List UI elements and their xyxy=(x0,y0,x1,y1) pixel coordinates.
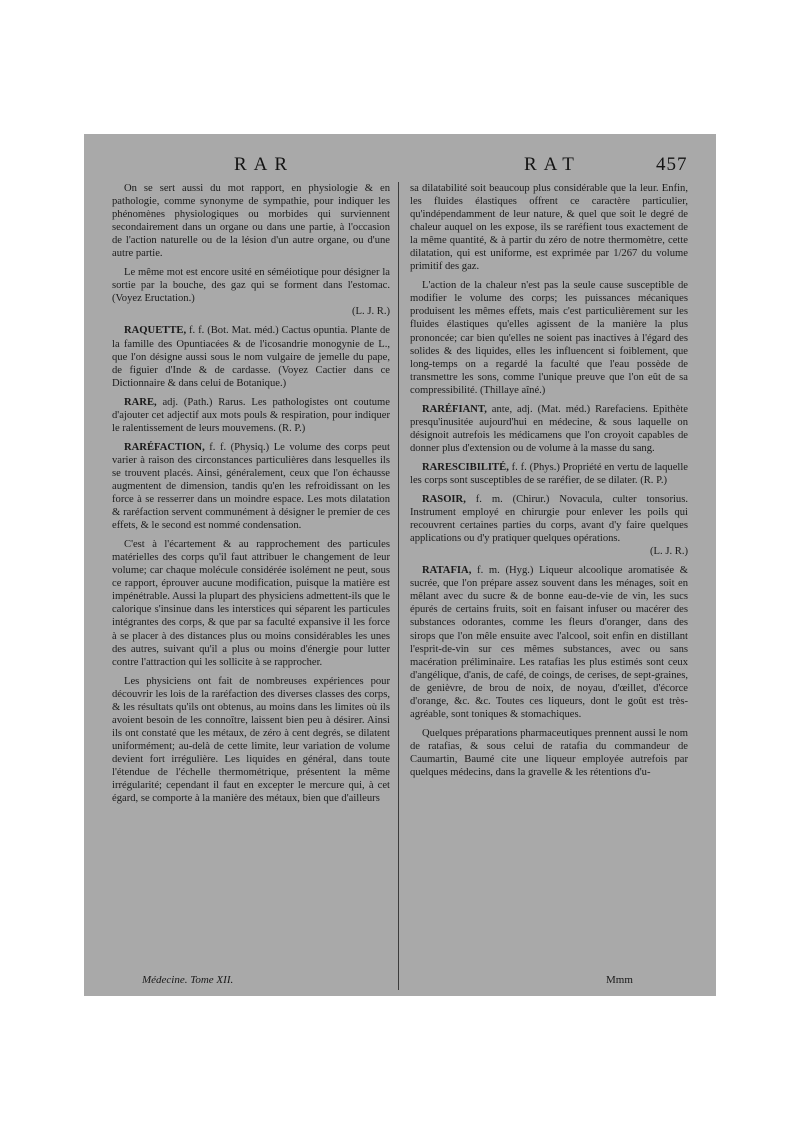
left-column xyxy=(112,182,390,811)
running-head-center: RAT xyxy=(524,154,581,175)
paragraph xyxy=(112,324,390,389)
paragraph-text: adj. (Path.) Rarus. Les pathologistes ont coutume d'ajouter cet adjectif aux mots pouls & respiration, pour indiquer le ralentissement de leurs mouvemens. (R. P.) xyxy=(112,396,390,434)
paragraph xyxy=(410,403,688,455)
paragraph-text: C'est à l'écartement & au rapprochement des particules matérielles des corps qu'il faut attribuer le changement de leur volume; car chaque molécule considérée isolément ne peut, sous ce rapport, éprouver aucune modification, puisque la matière est impénétrable. Aussi la plupart des physiciens admettent-ils que le calorique s'insinue dans les interstices qui séparent les particules intégrantes des corps, & que par sa faculté expansive il les force à se placer à des distances plus ou moins considérables les unes des autres, suivant qu'il a plus ou moins d'énergie pour lutter contre l'attraction qui les sollicite à se rapprocher. xyxy=(112,539,390,668)
paragraph-text: ante, adj. (Mat. méd.) Rarefaciens. Epithète presqu'inusitée aujourd'hui en médecine, & sous laquelle on désignoit autrefois les médicamens que l'on croyoit capables de donner plus d'extension ou de volume à la masse du sang. xyxy=(410,403,688,454)
column-divider xyxy=(398,182,399,990)
headword: RARESCIBILITÉ, xyxy=(422,461,509,473)
paragraph xyxy=(410,727,688,779)
paragraph xyxy=(112,182,390,260)
headword: RARÉFACTION, xyxy=(124,441,205,453)
paragraph xyxy=(112,266,390,305)
paragraph-text: Les physiciens ont fait de nombreuses expériences pour découvrir les lois de la raréfaction des diverses classes des corps, & les résultats qu'ils ont obtenus, au moins dans les limites où ils avoient besoin de les connoître, laissent bien peu à désirer. Ainsi ils ont constaté que les métaux, de zéro à cent degrés, se dilatent uniformément; au-delà de cette limite, leur variation de volume devient fort irrégulière. Les liquides en général, dans toute l'étendue de l'échelle thermométrique, présentent la même irrégularité; cependant il faut en excepter le mercure qui, à cet égard, se comporte à la manière des métaux, bien que d'ailleurs xyxy=(112,675,390,805)
paragraph-text: f. m. (Chirur.) Novacula, culter tonsorius. Instrument employé en chirurgie pour enlever les poils qui recouvrent certaines parties du corps, avant d'y faire quelques applications ou d'y pratiquer quelques opérations. xyxy=(410,494,688,545)
paragraph xyxy=(112,396,390,435)
paragraph-text: Quelques préparations pharmaceutiques prennent aussi le nom de ratafias, & sous celui de ratafia du commandeur de Caumartin, Baumé cite une liqueur employée autrefois par quelques médecins, dans la gravelle & les rétentions d'u- xyxy=(410,727,688,778)
paragraph-text: f. f. (Bot. Mat. méd.) Cactus opuntia. Plante de la famille des Opuntiacées & de l'icosandrie monogynie de L., que l'on désigne aussi sous le nom vulgaire de jemelle du pape, de figuier d'Inde & de cardasse. (Voyez Cactier dans ce Dictionnaire & dans celui de Botanique.) xyxy=(112,325,391,389)
paragraph xyxy=(410,493,688,545)
paragraph-text: f. f. (Phys.) Propriété en vertu de laquelle les corps sont susceptibles de se raréfier, de se dilater. (R. P.) xyxy=(410,461,688,486)
footer-volume: Médecine. Tome XII. xyxy=(142,974,234,986)
headword: RASOIR, xyxy=(422,494,466,506)
paragraph-text: On se sert aussi du mot rapport, en physiologie & en pathologie, comme synonyme de sympathie, pour indiquer les phénomènes physiologiques ou morbides qui surviennent secondairement dans un organe ou dans une partie, à l'occasion de l'action naturelle ou de la lésion d'un autre organe, ou d'une autre partie. xyxy=(112,183,390,260)
right-column xyxy=(410,182,688,785)
paragraph xyxy=(112,441,390,532)
paragraph-text: f. m. (Hyg.) Liqueur alcoolique aromatisée & sucrée, que l'on prépare assez souvent dans les ménages, soit en mêlant avec du sucre & de bonne eau-de-vie de vin, les sucs épurés de certains fruits, soit en faisant infuser ou macérer des substances odorantes, comme les fleurs d'oranger, dans des sirops que l'on mêle ensuite avec l'alcool, soit enfin en distillant l'esprit-de-vin sur ces mêmes substances, avec ou sans macération préliminaire. Les ratafias les plus estimés sont ceux d'angélique, d'anis, de café, de coings, de cerises, de sept-graines, de genièvre, de brou de noix, de noyau, d'œillet, d'écorce d'orange, &c. &c. Toutes ces liqueurs, dont le goût est très-agréable, sont toniques & stomachiques. xyxy=(410,565,688,720)
footer-signature-mark: Mmm xyxy=(606,974,633,986)
scanned-page xyxy=(84,134,716,996)
paragraph xyxy=(112,675,390,805)
paragraph xyxy=(410,461,688,487)
page-number: 457 xyxy=(656,154,688,175)
paragraph xyxy=(410,279,688,396)
headword: RARE, xyxy=(124,396,157,408)
headword: RARÉFIANT, xyxy=(422,403,487,415)
running-head-left: RAR xyxy=(234,154,295,175)
headword: RATAFIA, xyxy=(422,565,472,577)
paragraph xyxy=(410,564,688,721)
paragraph xyxy=(112,538,390,668)
paragraph xyxy=(410,182,688,273)
paragraph-text: f. f. (Physiq.) Le volume des corps peut varier à raison des circonstances particulières dans lesquelles ils se trouvent placés. Ainsi, généralement, ceux que l'on échausse augmentent de dimension, tandis qu'en les refroidissant on les force à se resserrer dans un moindre espace. Les mots dilatation & raréfaction servent communément à désigner le premier de ces effets, & le second est nommé condensation. xyxy=(112,441,390,532)
paragraph-text: Le même mot est encore usité en séméiotique pour désigner la sortie par la bouche, des gaz qui se forment dans l'estomac. (Voyez Eructation.) xyxy=(112,267,390,305)
author-signature: (L. J. R.) xyxy=(352,306,390,318)
paragraph-text: sa dilatabilité soit beaucoup plus considérable que la leur. Enfin, les fluides élastiques offrent ce caractère particulier, qu'indépendamment de leur nature, & quel que soit le degré de chaleur auquel on les expose, ils se raréfient tous exactement de la même quantité, & à partir du zéro de notre thermomètre, cette dilatation, qui est uniforme, est exprimée par 1/267 du volume primitif des gaz. xyxy=(410,183,688,273)
paragraph-text: L'action de la chaleur n'est pas la seule cause susceptible de modifier le volume des corps; les puissances mécaniques produisent les mêmes effets, mais c'est particulièrement sur les fluides élastiques qu'elles agissent de la manière la plus prononcée; car bien qu'elles ne soient pas inactives à l'égard des solides & des liquides, elles les influencent si foiblement, que long-temps on a regardé la faculté que l'eau possède de transmettre les sons, comme l'unique preuve que l'on eût de sa compressibilité. (Thillaye aîné.) xyxy=(410,280,688,396)
author-signature: (L. J. R.) xyxy=(650,546,688,558)
headword: RAQUETTE, xyxy=(124,325,187,337)
